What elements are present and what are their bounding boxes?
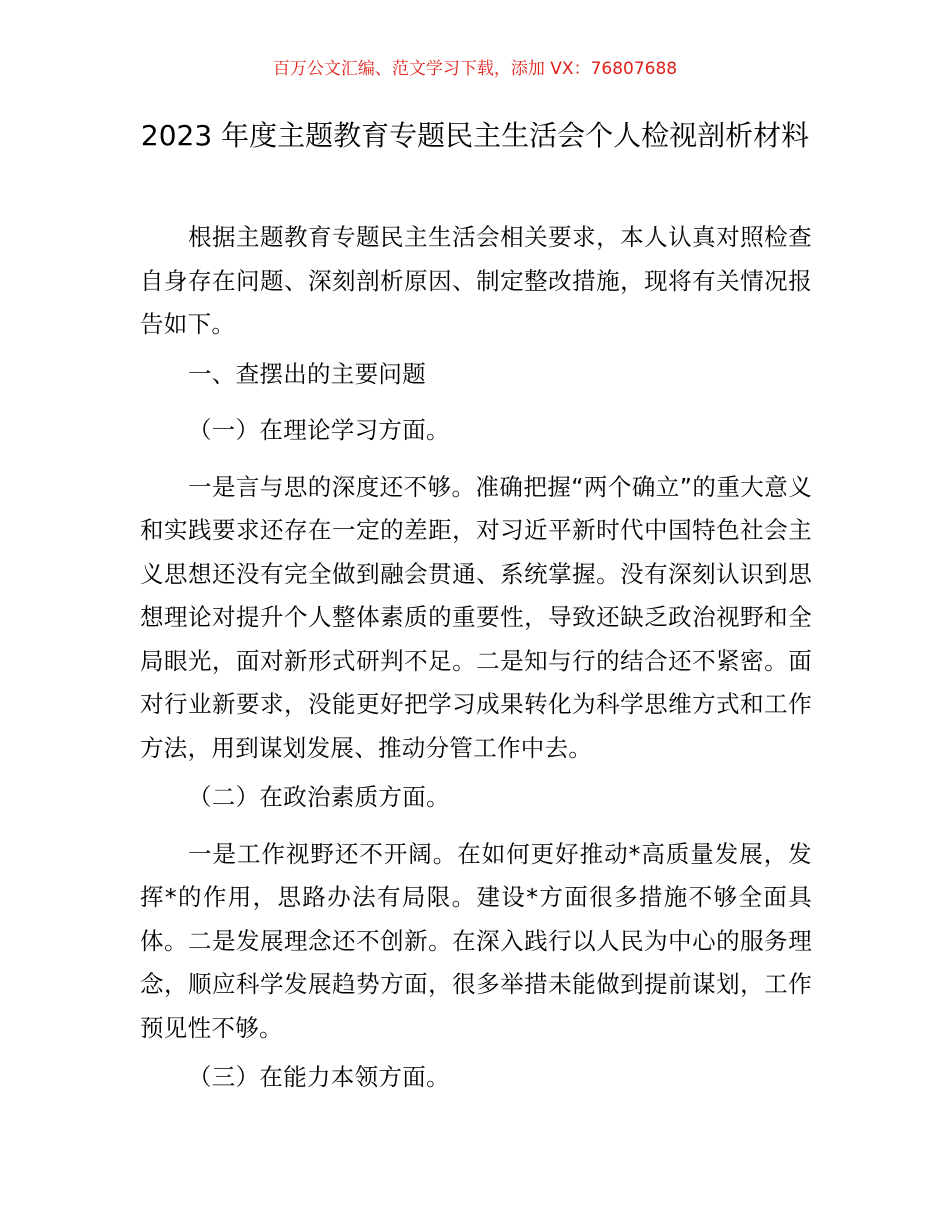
theory-study-paragraph: 一是言与思的深度还不够。准确把握“两个确立”的重大意义和实践要求还存在一定的差距，对习近平新时代中国特色社会主义思想还没有完全做到融会贯通、系统掌握。没有深刻认识到思想理论对提升个人整体素质的重要性，导致还缺乏政治视野和全局眼光，面对新形式研判不足。二是知与行的结合还不紧密。面对行业新要求，没能更好把学习成果转化为科学思维方式和工作方法，用到谋划发展、推动分管工作中去。 (140, 472, 812, 762)
intro-paragraph: 根据主题教育专题民主生活会相关要求，本人认真对照检查自身存在问题、深刻剖析原因、制定整改措施，现将有关情况报告如下。 (140, 223, 812, 338)
section-heading-main-problems: 一、查摆出的主要问题 (188, 359, 426, 388)
subsection-heading-ability: （三）在能力本领方面。 (188, 1063, 450, 1091)
subsection-heading-political-quality: （二）在政治素质方面。 (188, 783, 450, 811)
document-title: 2023 年度主题教育专题民主生活会个人检视剖析材料 (140, 119, 810, 152)
document-body (140, 216, 812, 1113)
political-quality-paragraph: 一是工作视野还不开阔。在如何更好推动*高质量发展，发挥*的作用，思路办法有局限。建设*方面很多措施不够全面具体。二是发展理念还不创新。在深入践行以人民为中心的服务理念，顺应科学发展趋势方面，很多举措未能做到提前谋划，工作预见性不够。 (140, 839, 812, 1042)
subsection-heading-theory-study: （一）在理论学习方面。 (188, 416, 450, 444)
header-watermark-note: 百万公文汇编、范文学习下载，添加 VX：76807688 (272, 59, 678, 79)
